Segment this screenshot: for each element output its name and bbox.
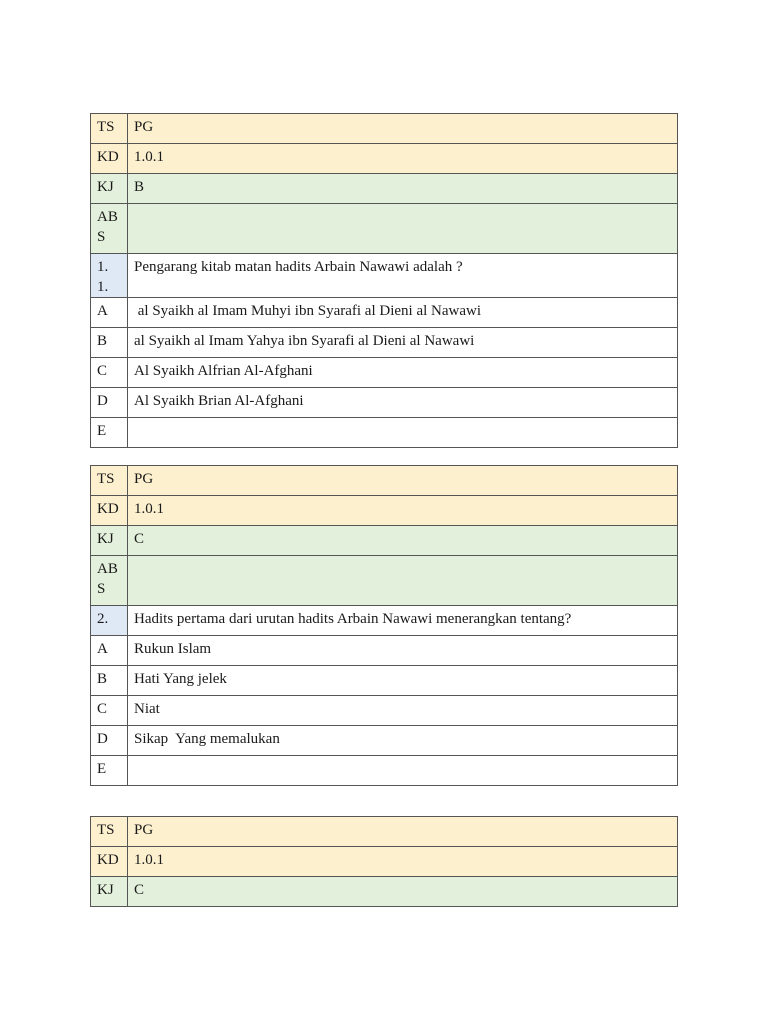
option-letter: B [91,666,128,696]
kd-row [91,496,678,526]
option-row-c [91,696,678,726]
ts-label: TS [91,466,128,496]
ts-label: TS [91,114,128,144]
ts-value: PG [128,114,678,144]
option-letter: C [91,696,128,726]
ts-value: PG [128,817,678,847]
kd-label: KD [91,144,128,174]
option-letter: A [91,636,128,666]
option-row-d [91,726,678,756]
option-text: Al Syaikh Alfrian Al-Afghani [128,358,678,388]
option-letter: A [91,298,128,328]
ts-row [91,817,678,847]
abs-row [91,204,678,254]
question-table-3 [90,816,678,907]
ts-row [91,114,678,144]
option-text: Hati Yang jelek [128,666,678,696]
ts-row [91,466,678,496]
option-text: Sikap Yang memalukan [128,726,678,756]
option-row-a [91,636,678,666]
option-row-e [91,756,678,786]
option-text: Al Syaikh Brian Al-Afghani [128,388,678,418]
option-row-d [91,388,678,418]
question-row [91,606,678,636]
option-row-a [91,298,678,328]
option-letter: E [91,418,128,448]
option-text: Rukun Islam [128,636,678,666]
abs-row [91,556,678,606]
question-table-1 [90,113,678,448]
kd-row [91,847,678,877]
kj-value: C [128,526,678,556]
option-row-e [91,418,678,448]
kd-label: KD [91,496,128,526]
kd-label: KD [91,847,128,877]
question-text: Pengarang kitab matan hadits Arbain Nawawi adalah ? [128,254,678,298]
abs-label: AB S [91,204,128,254]
ts-value: PG [128,466,678,496]
kd-value: 1.0.1 [128,847,678,877]
kj-label: KJ [91,174,128,204]
question-text: Hadits pertama dari urutan hadits Arbain Nawawi menerangkan tentang? [128,606,678,636]
kd-value: 1.0.1 [128,144,678,174]
kj-row [91,526,678,556]
kd-row [91,144,678,174]
option-letter: C [91,358,128,388]
option-text [128,756,678,786]
question-row [91,254,678,298]
option-row-b [91,328,678,358]
question-number: 1. 1. [91,254,128,298]
kj-label: KJ [91,877,128,907]
option-text: Niat [128,696,678,726]
kj-row [91,174,678,204]
option-row-c [91,358,678,388]
option-letter: E [91,756,128,786]
kj-value: B [128,174,678,204]
option-letter: D [91,388,128,418]
option-letter: D [91,726,128,756]
question-table-2 [90,465,678,786]
option-letter: B [91,328,128,358]
option-text: al Syaikh al Imam Yahya ibn Syarafi al Dieni al Nawawi [128,328,678,358]
abs-label: AB S [91,556,128,606]
kj-row [91,877,678,907]
kd-value: 1.0.1 [128,496,678,526]
option-text: al Syaikh al Imam Muhyi ibn Syarafi al Dieni al Nawawi [128,298,678,328]
option-row-b [91,666,678,696]
kj-value: C [128,877,678,907]
abs-value [128,204,678,254]
abs-value [128,556,678,606]
ts-label: TS [91,817,128,847]
kj-label: KJ [91,526,128,556]
option-text [128,418,678,448]
question-number: 2. [91,606,128,636]
